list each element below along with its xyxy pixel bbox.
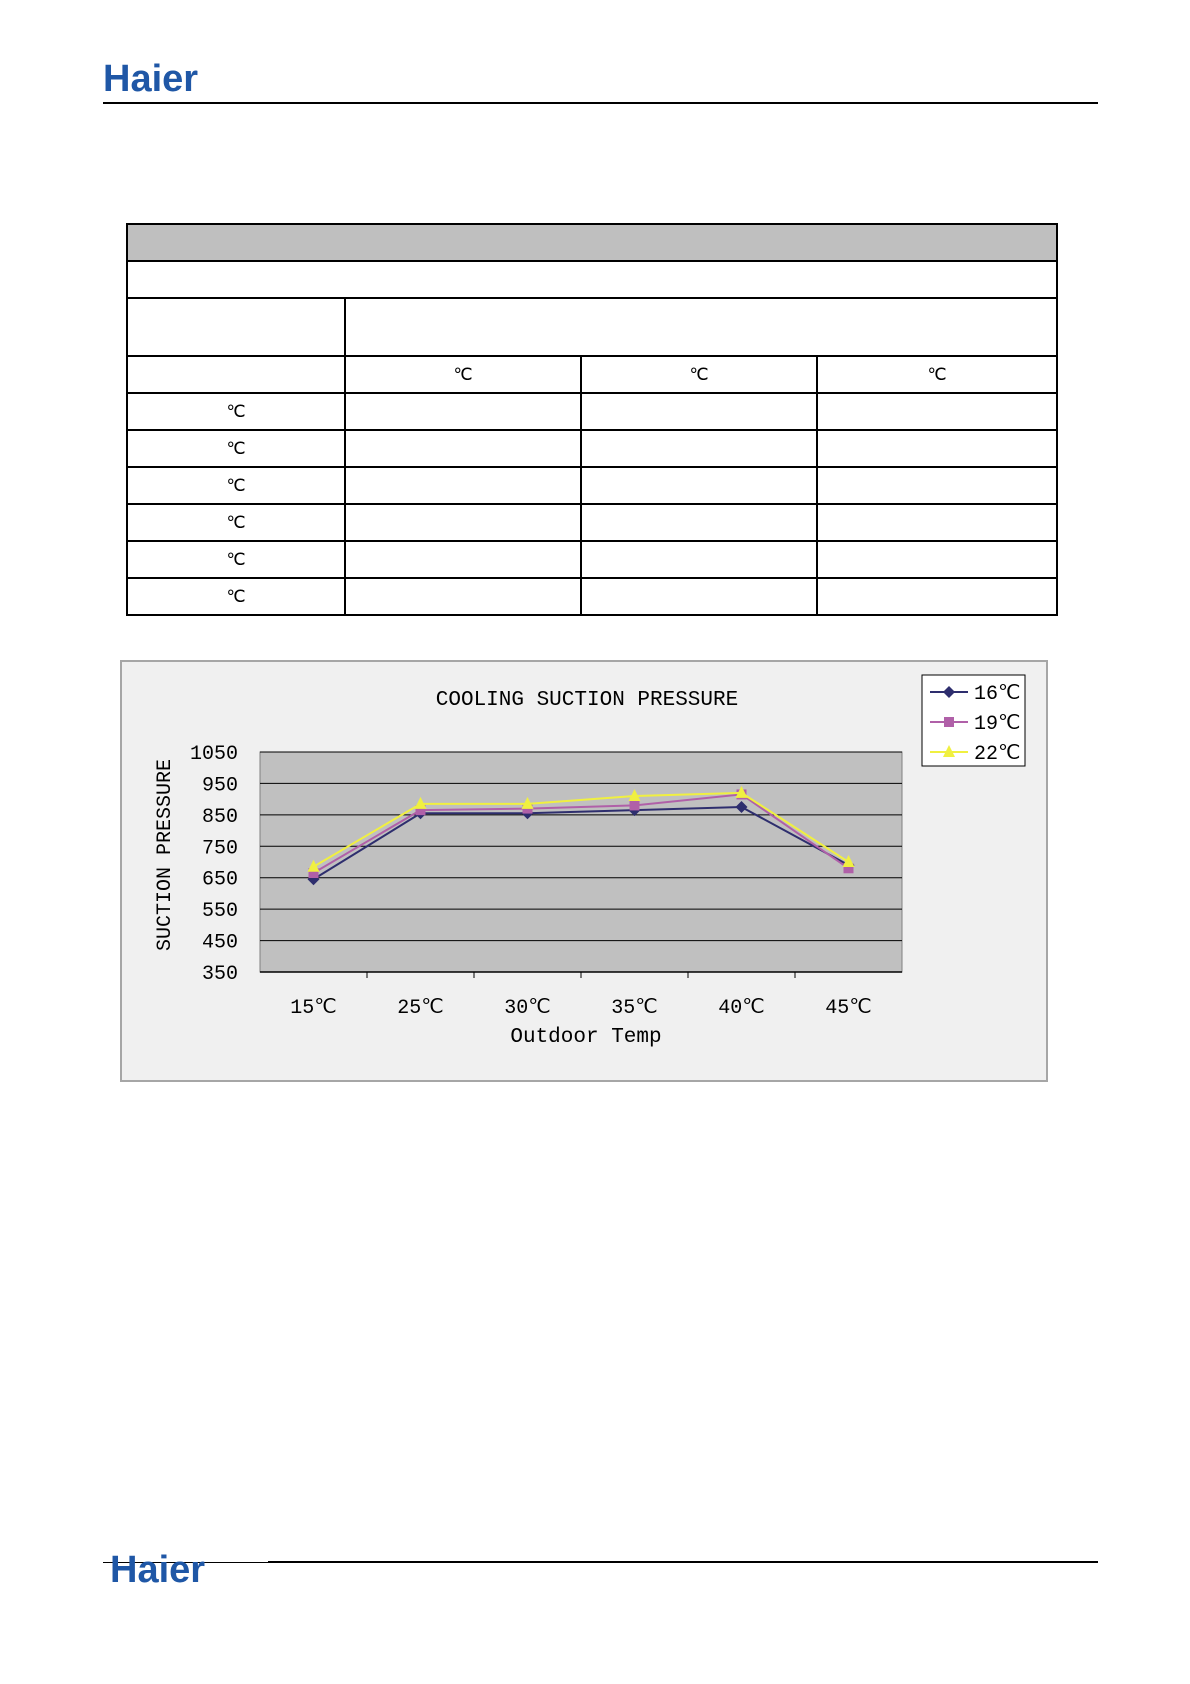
table-header-cell	[127, 356, 345, 393]
table-row	[127, 430, 1057, 467]
legend-marker	[944, 717, 954, 727]
legend-label: 22℃	[974, 743, 1021, 766]
legend-label: 19℃	[974, 713, 1021, 736]
y-tick-label: 950	[201, 774, 238, 798]
haier-logo-header: Haier	[103, 58, 199, 100]
footer-rule	[268, 1561, 1098, 1563]
row-label: ℃	[127, 393, 345, 430]
y-axis-label: SUCTION PRESSURE	[154, 758, 177, 952]
x-tick-label: 25℃	[397, 997, 444, 1020]
table-header-cell: ℃	[581, 356, 817, 393]
table-header-cell: ℃	[345, 356, 581, 393]
x-tick-label: 45℃	[825, 997, 872, 1020]
chart-title: COOLING SUCTION PRESSURE	[435, 689, 739, 712]
table-header-cell: ℃	[817, 356, 1057, 393]
y-tick-label: 850	[201, 805, 238, 829]
x-tick-label: 30℃	[504, 997, 551, 1020]
header-rule	[103, 102, 1098, 104]
table-row	[127, 541, 1057, 578]
y-tick-label: 450	[201, 931, 238, 955]
x-tick-label: 40℃	[718, 997, 765, 1020]
plot-background	[260, 752, 902, 972]
haier-logo-footer: Haier	[110, 1549, 206, 1591]
chart-legend	[922, 675, 1025, 766]
chart-container	[120, 660, 1048, 1082]
x-tick-label: 35℃	[611, 997, 658, 1020]
y-tick-label: 1050	[189, 743, 238, 766]
table-row	[127, 504, 1057, 541]
x-tick-label: 15℃	[290, 997, 337, 1020]
suction-pressure-chart	[122, 662, 1046, 1080]
table-group-header	[345, 298, 1057, 356]
y-tick-label: 350	[201, 963, 238, 986]
table-title-row	[127, 224, 1057, 261]
x-axis-label: Outdoor Temp	[510, 1026, 662, 1049]
row-label: ℃	[127, 578, 345, 615]
row-label: ℃	[127, 541, 345, 578]
data-table	[126, 223, 1058, 616]
table-subtitle-row	[127, 261, 1057, 298]
table-row	[127, 467, 1057, 504]
row-label: ℃	[127, 504, 345, 541]
y-tick-label: 650	[201, 868, 238, 892]
table-row	[127, 578, 1057, 615]
table-corner-cell	[127, 298, 345, 356]
legend-label: 16℃	[974, 683, 1021, 706]
row-label: ℃	[127, 467, 345, 504]
row-label: ℃	[127, 430, 345, 467]
y-tick-label: 550	[201, 900, 238, 924]
y-tick-label: 750	[201, 837, 238, 861]
data-point	[630, 800, 640, 810]
table-row	[127, 393, 1057, 430]
